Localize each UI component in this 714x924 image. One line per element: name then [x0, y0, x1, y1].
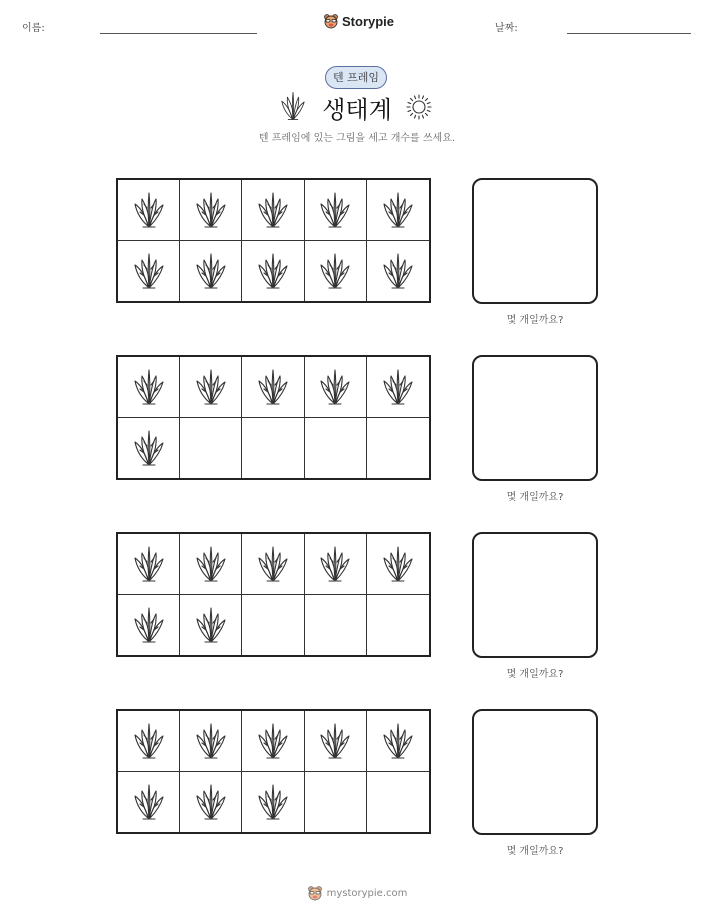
- seaweed-icon: [132, 544, 166, 584]
- seaweed-icon: [194, 367, 228, 407]
- footer-url: mystorypie.com: [326, 887, 408, 899]
- seaweed-icon: [256, 190, 290, 230]
- frame-cell: [180, 534, 242, 595]
- answer-prompt-2: 몇 개일까요?: [506, 492, 564, 503]
- ten-frame-2: [116, 355, 431, 480]
- seaweed-icon: [256, 251, 290, 291]
- frame-cell: [180, 711, 242, 772]
- seaweed-icon: [381, 721, 415, 761]
- seaweed-icon: [318, 544, 352, 584]
- frame-cell: [305, 595, 367, 656]
- frame-cell: [118, 595, 180, 656]
- seaweed-icon: [318, 190, 352, 230]
- frame-cell: [118, 241, 180, 302]
- frame-cell: [367, 534, 429, 595]
- frame-cell: [118, 711, 180, 772]
- frame-cell: [367, 711, 429, 772]
- frame-cell: [180, 357, 242, 418]
- answer-box-1[interactable]: [472, 178, 598, 304]
- frame-cell: [118, 772, 180, 833]
- bear-mascot-icon: [323, 13, 339, 29]
- seaweed-icon: [256, 544, 290, 584]
- frame-cell: [242, 534, 304, 595]
- frame-cell: [242, 772, 304, 833]
- bear-mascot-icon: [307, 885, 323, 901]
- frame-cell: [305, 241, 367, 302]
- seaweed-icon: [132, 782, 166, 822]
- answer-box-4[interactable]: [472, 709, 598, 835]
- name-input-line[interactable]: [100, 33, 257, 34]
- seaweed-icon: [194, 605, 228, 645]
- seaweed-icon: [318, 367, 352, 407]
- ten-frame-1: [116, 178, 431, 303]
- footer: [0, 885, 714, 901]
- seaweed-icon: [132, 605, 166, 645]
- answer-box-2[interactable]: [472, 355, 598, 481]
- date-input-line[interactable]: [567, 33, 691, 34]
- seaweed-icon: [381, 544, 415, 584]
- sun-icon: [405, 93, 433, 121]
- answer-box-3[interactable]: [472, 532, 598, 658]
- seaweed-icon: [132, 721, 166, 761]
- frame-cell: [118, 534, 180, 595]
- frame-cell: [118, 357, 180, 418]
- frame-cell: [242, 357, 304, 418]
- seaweed-icon: [132, 367, 166, 407]
- frame-cell: [180, 595, 242, 656]
- frame-cell: [118, 180, 180, 241]
- frame-cell: [305, 711, 367, 772]
- answer-prompt-4: 몇 개일까요?: [506, 846, 564, 857]
- frame-cell: [180, 180, 242, 241]
- frame-cell: [367, 772, 429, 833]
- frame-cell: [367, 595, 429, 656]
- frame-cell: [305, 534, 367, 595]
- frame-cell: [305, 357, 367, 418]
- seaweed-icon: [256, 367, 290, 407]
- frame-cell: [180, 418, 242, 479]
- frame-cell: [305, 772, 367, 833]
- answer-prompt-1: 몇 개일까요?: [506, 315, 564, 326]
- seaweed-icon: [381, 367, 415, 407]
- seaweed-icon: [256, 721, 290, 761]
- seaweed-icon: [318, 721, 352, 761]
- frame-cell: [242, 711, 304, 772]
- frame-cell: [242, 180, 304, 241]
- seaweed-icon: [132, 190, 166, 230]
- brand-logo: [323, 13, 394, 29]
- frame-cell: [242, 595, 304, 656]
- answer-prompt-3: 몇 개일까요?: [506, 669, 564, 680]
- seaweed-icon: [256, 782, 290, 822]
- seaweed-icon: [194, 251, 228, 291]
- seaweed-icon: [381, 251, 415, 291]
- frame-cell: [367, 357, 429, 418]
- seaweed-icon: [194, 782, 228, 822]
- seaweed-icon: [194, 544, 228, 584]
- frame-cell: [180, 772, 242, 833]
- topic-badge: 텐 프레임: [325, 66, 387, 89]
- seaweed-icon: [381, 190, 415, 230]
- frame-cell: [367, 180, 429, 241]
- seaweed-icon: [194, 190, 228, 230]
- seaweed-icon: [132, 428, 166, 468]
- instructions: 텐 프레임에 있는 그림을 세고 개수를 쓰세요.: [258, 133, 456, 144]
- frame-cell: [367, 418, 429, 479]
- frame-cell: [242, 418, 304, 479]
- seaweed-icon: [132, 251, 166, 291]
- frame-cell: [305, 180, 367, 241]
- seaweed-icon: [318, 251, 352, 291]
- worksheet-title: 생태계: [322, 96, 392, 124]
- frame-cell: [305, 418, 367, 479]
- ten-frame-4: [116, 709, 431, 834]
- frame-cell: [242, 241, 304, 302]
- frame-cell: [118, 418, 180, 479]
- brand-name: Storypie: [342, 13, 395, 29]
- frame-cell: [367, 241, 429, 302]
- date-label: 날짜:: [495, 23, 518, 34]
- frame-cell: [180, 241, 242, 302]
- ten-frame-3: [116, 532, 431, 657]
- seaweed-icon: [194, 721, 228, 761]
- name-label: 이름:: [22, 23, 45, 34]
